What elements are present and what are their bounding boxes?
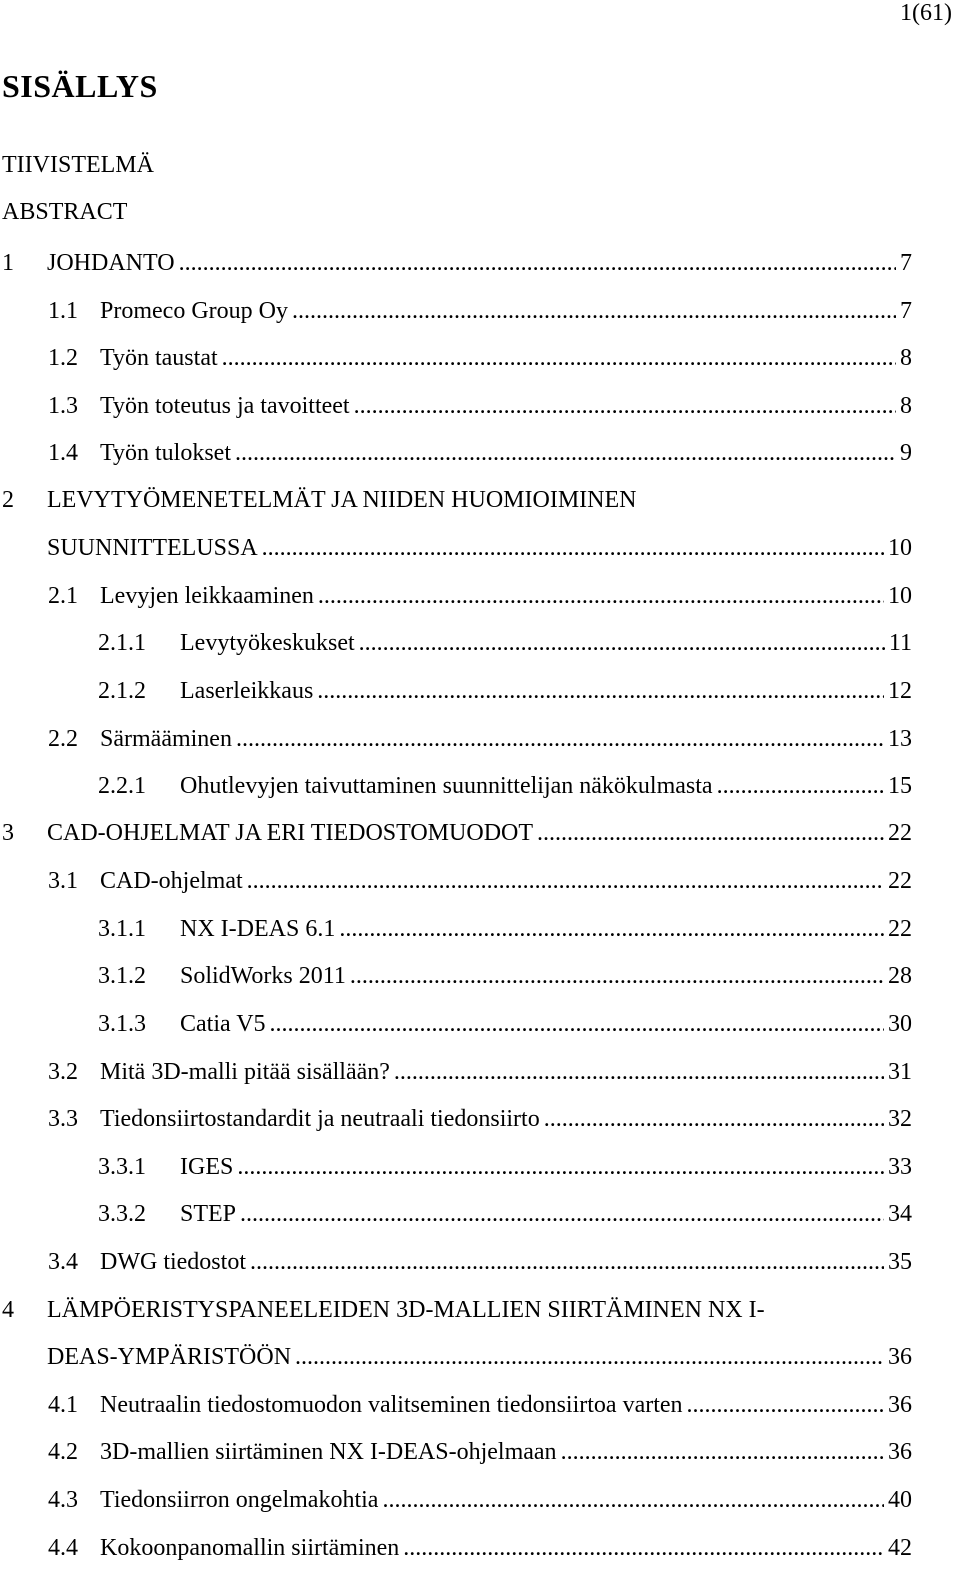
toc-page: 22 bbox=[888, 868, 912, 894]
toc-leader bbox=[235, 438, 896, 468]
toc-title: Työn toteutus ja tavoitteet bbox=[100, 393, 350, 419]
toc-entry-1-1[interactable] bbox=[0, 296, 912, 326]
toc-number: 1.2 bbox=[48, 345, 78, 371]
toc-number: 3.1.1 bbox=[98, 916, 146, 942]
toc-leader bbox=[394, 1057, 884, 1087]
toc-page: 36 bbox=[888, 1392, 912, 1418]
toc-entry-3-3-2[interactable] bbox=[0, 1199, 912, 1229]
toc-title: Särmääminen bbox=[100, 726, 232, 752]
toc-page: 22 bbox=[888, 916, 912, 942]
toc-page: 40 bbox=[888, 1487, 912, 1513]
toc-title: Neutraalin tiedostomuodon valitseminen tiedonsiirtoa varten bbox=[100, 1392, 683, 1418]
toc-title: Laserleikkaus bbox=[180, 678, 314, 704]
toc-leader bbox=[354, 391, 896, 421]
toc-leader bbox=[317, 676, 884, 706]
toc-number: 3.3 bbox=[48, 1106, 78, 1132]
toc-entry-3-2[interactable] bbox=[0, 1057, 912, 1087]
toc-page: 12 bbox=[888, 678, 912, 704]
toc-leader bbox=[544, 1104, 884, 1134]
toc-page: 10 bbox=[888, 535, 912, 561]
toc-title: CAD-OHJELMAT JA ERI TIEDOSTOMUODOT bbox=[47, 820, 534, 846]
toc-number: 4.3 bbox=[48, 1487, 78, 1513]
toc-title: Kokoonpanomallin siirtäminen bbox=[100, 1535, 400, 1561]
toc-title: Työn taustat bbox=[100, 345, 218, 371]
toc-page: 36 bbox=[888, 1439, 912, 1465]
toc-page: 11 bbox=[888, 630, 912, 656]
toc-page: 8 bbox=[900, 393, 912, 419]
toc-title: STEP bbox=[180, 1201, 237, 1227]
toc-title: Tiedonsiirron ongelmakohtia bbox=[100, 1487, 379, 1513]
toc-page: 8 bbox=[900, 345, 912, 371]
toc-page: 36 bbox=[888, 1344, 912, 1370]
toc-leader bbox=[179, 248, 896, 278]
toc-leader bbox=[240, 1199, 884, 1229]
toc-entry-2-2-1[interactable] bbox=[0, 771, 912, 801]
toc-title: Catia V5 bbox=[180, 1011, 266, 1037]
toc-leader bbox=[295, 1342, 884, 1372]
toc-number: 2.1.1 bbox=[98, 630, 146, 656]
toc-entry-3-1-1[interactable] bbox=[0, 914, 912, 944]
toc-title: Työn tulokset bbox=[100, 440, 231, 466]
toc-page: 34 bbox=[888, 1201, 912, 1227]
toc-page: 13 bbox=[888, 726, 912, 752]
toc-entry-1[interactable] bbox=[0, 248, 912, 278]
toc-title: IGES bbox=[180, 1154, 234, 1180]
toc-title: Promeco Group Oy bbox=[100, 298, 288, 324]
toc-page: 7 bbox=[900, 298, 912, 324]
toc-front-tiivistelma[interactable]: TIIVISTELMÄ bbox=[2, 152, 154, 178]
toc-number: 3.1.2 bbox=[98, 963, 146, 989]
toc-page: 35 bbox=[888, 1249, 912, 1275]
toc-entry-2-1-1[interactable] bbox=[0, 628, 912, 658]
toc-number: 3.4 bbox=[48, 1249, 78, 1275]
toc-leader bbox=[403, 1533, 884, 1563]
toc-page: 28 bbox=[888, 963, 912, 989]
toc-front-abstract[interactable]: ABSTRACT bbox=[2, 199, 128, 225]
toc-entry-2-1[interactable] bbox=[0, 581, 912, 611]
toc-page: 15 bbox=[888, 773, 912, 799]
toc-entry-2[interactable] bbox=[0, 485, 912, 515]
toc-leader bbox=[262, 533, 884, 563]
toc-leader bbox=[247, 866, 884, 896]
toc-page: 33 bbox=[888, 1154, 912, 1180]
toc-number: 1.4 bbox=[48, 440, 78, 466]
toc-entry-1-3[interactable] bbox=[0, 391, 912, 421]
toc-leader bbox=[382, 1485, 884, 1515]
toc-entry-4-2[interactable] bbox=[0, 1437, 912, 1467]
toc-entry-3-1[interactable] bbox=[0, 866, 912, 896]
toc-title: Levytyökeskukset bbox=[180, 630, 355, 656]
toc-title: JOHDANTO bbox=[47, 250, 175, 276]
toc-entry-1-2[interactable] bbox=[0, 343, 912, 373]
toc-leader bbox=[318, 581, 884, 611]
toc-number: 4 bbox=[2, 1297, 14, 1323]
toc-entry-3-3-1[interactable] bbox=[0, 1152, 912, 1182]
toc-entry-4-3[interactable] bbox=[0, 1485, 912, 1515]
toc-number: 1.3 bbox=[48, 393, 78, 419]
toc-entry-2-2[interactable] bbox=[0, 724, 912, 754]
toc-number: 4.4 bbox=[48, 1535, 78, 1561]
toc-page: 30 bbox=[888, 1011, 912, 1037]
toc-number: 3.2 bbox=[48, 1059, 78, 1085]
toc-number: 3 bbox=[2, 820, 14, 846]
toc-title: NX I-DEAS 6.1 bbox=[180, 916, 336, 942]
toc-leader bbox=[236, 724, 884, 754]
toc-leader bbox=[292, 296, 896, 326]
toc-title-continued: SUUNNITTELUSSA bbox=[47, 535, 258, 561]
toc-leader bbox=[222, 343, 896, 373]
toc-number: 1.1 bbox=[48, 298, 78, 324]
toc-entry-4-1[interactable] bbox=[0, 1390, 912, 1420]
toc-title: Mitä 3D-malli pitää sisällään? bbox=[100, 1059, 390, 1085]
toc-entry-1-4[interactable] bbox=[0, 438, 912, 468]
toc-entry-2-1-2[interactable] bbox=[0, 676, 912, 706]
toc-entry-3-3[interactable] bbox=[0, 1104, 912, 1134]
toc-number: 3.3.1 bbox=[98, 1154, 146, 1180]
toc-leader bbox=[350, 961, 884, 991]
toc-title: Levyjen leikkaaminen bbox=[100, 583, 314, 609]
toc-page: 9 bbox=[900, 440, 912, 466]
toc-entry-4-4[interactable] bbox=[0, 1533, 912, 1563]
toc-entry-3-4[interactable] bbox=[0, 1247, 912, 1277]
toc-number: 2.1 bbox=[48, 583, 78, 609]
toc-title-continued: DEAS-YMPÄRISTÖÖN bbox=[47, 1344, 292, 1370]
toc-leader bbox=[537, 818, 884, 848]
toc-entry-3-1-3[interactable] bbox=[0, 1009, 912, 1039]
toc-leader bbox=[237, 1152, 884, 1182]
toc-title: Ohutlevyjen taivuttaminen suunnittelijan näkökulmasta bbox=[180, 773, 713, 799]
toc-number: 2 bbox=[2, 487, 14, 513]
toc-leader bbox=[339, 914, 884, 944]
toc-page: 7 bbox=[900, 250, 912, 276]
toc-title: DWG tiedostot bbox=[100, 1249, 246, 1275]
toc-page: 42 bbox=[888, 1535, 912, 1561]
toc-number: 3.3.2 bbox=[98, 1201, 146, 1227]
toc-number: 2.1.2 bbox=[98, 678, 146, 704]
toc-number: 3.1 bbox=[48, 868, 78, 894]
toc-leader bbox=[687, 1390, 884, 1420]
toc-number: 2.2.1 bbox=[98, 773, 146, 799]
toc-page: 32 bbox=[888, 1106, 912, 1132]
toc-entry-2-continued[interactable] bbox=[0, 533, 912, 563]
toc-number: 1 bbox=[2, 250, 14, 276]
toc-page: 31 bbox=[888, 1059, 912, 1085]
toc-entry-3-1-2[interactable] bbox=[0, 961, 912, 991]
toc-page: 22 bbox=[888, 820, 912, 846]
toc-leader bbox=[250, 1247, 884, 1277]
toc-entry-3[interactable] bbox=[0, 818, 912, 848]
toc-title: Tiedonsiirtostandardit ja neutraali tiedonsiirto bbox=[100, 1106, 540, 1132]
toc-entry-4-continued[interactable] bbox=[0, 1342, 912, 1372]
toc-title: CAD-ohjelmat bbox=[100, 868, 243, 894]
toc-title: SolidWorks 2011 bbox=[180, 963, 346, 989]
toc-leader bbox=[717, 771, 884, 801]
toc-page: 10 bbox=[888, 583, 912, 609]
page-number: 1(61) bbox=[900, 0, 952, 26]
toc-entry-4[interactable] bbox=[0, 1295, 912, 1325]
toc-title: LÄMPÖERISTYSPANEELEIDEN 3D-MALLIEN SIIRTÄMINEN NX I- bbox=[47, 1297, 765, 1323]
toc-title: LEVYTYÖMENETELMÄT JA NIIDEN HUOMIOIMINEN bbox=[47, 487, 637, 513]
toc-title: 3D-mallien siirtäminen NX I-DEAS-ohjelmaan bbox=[100, 1439, 557, 1465]
toc-number: 4.2 bbox=[48, 1439, 78, 1465]
toc-leader bbox=[359, 628, 885, 658]
toc-leader bbox=[561, 1437, 884, 1467]
toc-number: 2.2 bbox=[48, 726, 78, 752]
page-title: SISÄLLYS bbox=[2, 68, 158, 104]
toc-number: 3.1.3 bbox=[98, 1011, 146, 1037]
toc-number: 4.1 bbox=[48, 1392, 78, 1418]
toc-leader bbox=[270, 1009, 884, 1039]
